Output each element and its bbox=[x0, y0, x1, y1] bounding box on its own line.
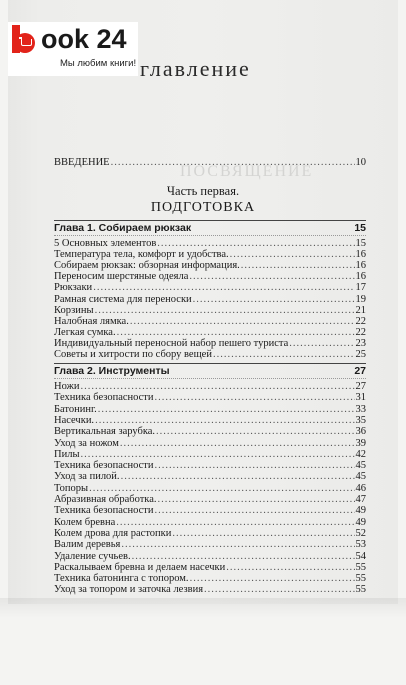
toc-item-page: 25 bbox=[355, 349, 366, 360]
toc-item-title: Собираем рюкзак: обзорная информация. bbox=[54, 260, 240, 272]
part-title: ПОДГОТОВКА bbox=[150, 200, 256, 215]
toc-item-page: 33 bbox=[355, 403, 366, 415]
toc-item-page: 35 bbox=[355, 414, 366, 426]
toc-item-title: Налобная лямка. bbox=[54, 315, 129, 327]
toc-item-page: 45 bbox=[355, 471, 366, 483]
toc-item-title: Индивидуальный переносной набор пешего туриста bbox=[54, 337, 289, 349]
toc-item-title: Легкая сумка. bbox=[54, 326, 116, 338]
toc-item-title: Температура тела, комфорт и удобства. bbox=[54, 249, 229, 261]
logo-cart-icon bbox=[12, 25, 40, 53]
toc-item-title: Колем дрова для растопки bbox=[54, 527, 172, 539]
toc-item-page: 16 bbox=[355, 271, 366, 283]
toc-item[interactable] bbox=[54, 348, 366, 362]
chapter-title: Глава 2. Инструменты bbox=[54, 365, 170, 377]
toc-item-title: Техника безопасности bbox=[54, 505, 154, 517]
toc-item-page: 55 bbox=[355, 573, 366, 585]
toc-item-page: 49 bbox=[355, 505, 366, 517]
toc-item-title: Раскалываем бревна и делаем насечки bbox=[54, 561, 226, 573]
toc-item-title: Удаление сучьев. bbox=[54, 550, 131, 562]
toc-item-page: 19 bbox=[355, 293, 366, 305]
toc-item-page: 45 bbox=[355, 460, 366, 472]
toc-item-title: 5 Основных элементов bbox=[54, 238, 157, 249]
toc-item-page: 55 bbox=[355, 584, 366, 596]
toc-item-page: 49 bbox=[355, 516, 366, 528]
chapter-title: Глава 1. Собираем рюкзак bbox=[54, 222, 192, 234]
toc-item-title: Корзины bbox=[54, 304, 94, 316]
toc-item-title: Уход за ножом bbox=[54, 437, 119, 449]
toc-item-title: Вертикальная зарубка. bbox=[54, 426, 156, 438]
toc-item-title: Абразивная обработка. bbox=[54, 494, 157, 505]
toc-item-title: Ножи bbox=[54, 381, 80, 392]
toc-item-page: 54 bbox=[355, 550, 366, 562]
toc-intro-page: 10 bbox=[355, 157, 366, 168]
toc-item-page: 52 bbox=[355, 527, 366, 539]
toc-item-page: 36 bbox=[355, 426, 366, 438]
toc-item-title: Уход за пилой. bbox=[54, 471, 120, 483]
ghost-text: ПОСВЯЩЕНИЕ bbox=[180, 163, 314, 180]
book24-logo[interactable] bbox=[12, 24, 127, 54]
toc-item-title: Советы и хитрости по сбору вещей bbox=[54, 349, 212, 360]
toc-item-page: 47 bbox=[355, 494, 366, 505]
toc-item-title: Колем бревна bbox=[54, 516, 116, 528]
toc-item-title: Рюкзаки bbox=[54, 282, 93, 294]
toc-chapter[interactable] bbox=[54, 364, 366, 378]
toc-item-title: Переносим шерстяные одеяла bbox=[54, 271, 189, 283]
toc-item-title: Насечки. bbox=[54, 414, 95, 426]
chapter-page: 15 bbox=[354, 222, 366, 234]
toc-chapter[interactable] bbox=[54, 221, 366, 235]
toc-item-title: Батонинг. bbox=[54, 403, 97, 415]
logo-tagline: Мы любим книги! bbox=[60, 58, 137, 69]
toc-item-title: Пилы bbox=[54, 448, 80, 460]
toc-item-page: 23 bbox=[355, 337, 366, 349]
toc-intro[interactable] bbox=[54, 156, 366, 170]
leader-dots bbox=[213, 348, 355, 362]
toc-item-title: Техника батонинга с топором. bbox=[54, 573, 189, 585]
page-shadow bbox=[0, 598, 406, 618]
leader-dots bbox=[204, 583, 354, 597]
chapter-rule-bottom bbox=[54, 378, 366, 379]
toc-item-page: 16 bbox=[355, 260, 366, 272]
part-label: Часть первая. bbox=[166, 184, 240, 198]
toc-item-page: 53 bbox=[355, 539, 366, 551]
toc-item-page: 15 bbox=[355, 238, 366, 249]
toc-item-title: Топоры bbox=[54, 482, 89, 494]
toc-item-page: 46 bbox=[355, 482, 366, 494]
toc-item-page: 27 bbox=[355, 381, 366, 392]
toc-item[interactable] bbox=[54, 583, 366, 597]
toc-intro-title: ВВЕДЕНИЕ bbox=[54, 157, 110, 168]
toc-item-title: Техника безопасности bbox=[54, 392, 154, 404]
toc-item-title: Техника безопасности bbox=[54, 460, 154, 472]
toc-item-page: 55 bbox=[355, 561, 366, 573]
toc-item-page: 17 bbox=[355, 282, 366, 294]
toc-item-page: 31 bbox=[355, 392, 366, 404]
toc-item-page: 21 bbox=[355, 304, 366, 316]
chapter-rule-bottom bbox=[54, 235, 366, 236]
toc-item-title: Рамная система для переноски bbox=[54, 293, 192, 305]
toc-item-page: 42 bbox=[355, 448, 366, 460]
toc-item-page: 39 bbox=[355, 437, 366, 449]
chapter-page: 27 bbox=[354, 365, 366, 377]
leader-dots bbox=[111, 156, 355, 170]
toc-item-title: Валим деревья bbox=[54, 539, 121, 551]
toc-item-page: 22 bbox=[355, 315, 366, 327]
toc-item-title: Уход за топором и заточка лезвия bbox=[54, 584, 204, 596]
logo-text: ook 24 bbox=[41, 24, 127, 54]
page-title: главление bbox=[140, 56, 251, 81]
toc-item-page: 22 bbox=[355, 326, 366, 338]
toc-item-page: 16 bbox=[355, 249, 366, 261]
